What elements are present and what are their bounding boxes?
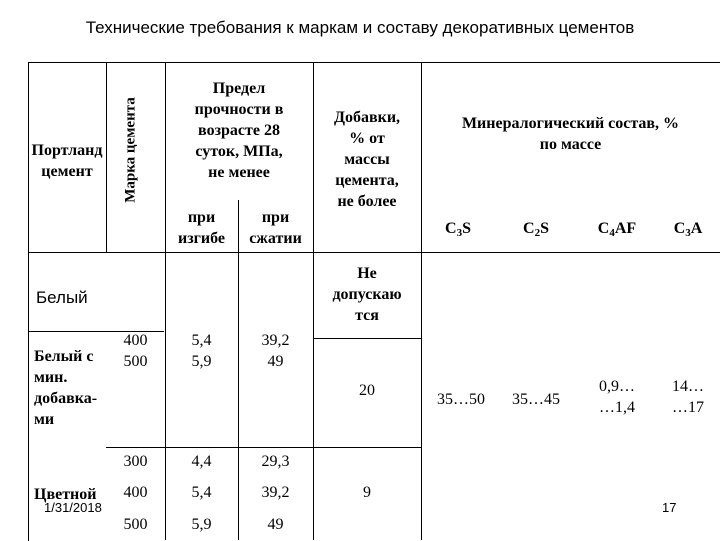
- colored-grade: 400: [123, 484, 148, 501]
- slide-date: 1/31/2018: [44, 500, 102, 515]
- c2s-value: 35…45: [512, 391, 560, 408]
- colored-compress: 49: [267, 516, 284, 533]
- row-divider: [106, 447, 421, 448]
- white-compress: 39,2 49: [261, 332, 290, 370]
- row-divider: [28, 252, 720, 253]
- c3a-header: $C_3A$: [673, 220, 703, 239]
- additives-header: Добавки, % от массы цемента, не более: [333, 109, 401, 210]
- slide-title: Технические требования к маркам и составу декоративных цементов: [85, 18, 635, 37]
- colored-compress: 29,3: [261, 453, 290, 470]
- row-colored-label: Цветной: [34, 486, 97, 503]
- strength-header: Предел прочности в возрасте 28 суток, МПа, не менее: [194, 80, 284, 181]
- c4af-value: 0,9… …1,4: [599, 378, 635, 416]
- slide-number: 17: [662, 500, 677, 515]
- colored-additive: 9: [363, 484, 371, 501]
- portland-header: Портланд цемент: [31, 142, 103, 180]
- white-bend: 5,4 5,9: [191, 332, 212, 370]
- white-min-additive: 20: [359, 382, 375, 399]
- c3s-value: 35…50: [437, 391, 485, 408]
- compress-header: при сжатии: [249, 209, 302, 247]
- colored-grade: 500: [123, 516, 148, 533]
- row-white-min-label: Белый с мин. добавка- ми: [34, 348, 98, 428]
- colored-grade: 300: [123, 453, 148, 470]
- bend-header: при изгибе: [177, 209, 226, 247]
- col-divider: [106, 62, 107, 252]
- row-divider: [313, 338, 421, 339]
- c2s-header: $C_2S$: [523, 220, 549, 239]
- grade-header: Марка цемента: [122, 97, 139, 203]
- white-grades: 400 500: [123, 332, 148, 370]
- colored-bend: 4,4: [191, 453, 212, 470]
- c4af-header: $C_4AF$: [597, 220, 637, 239]
- white-additive: Не допускаю тся: [332, 265, 402, 324]
- c3s-header: $C_3S$: [445, 220, 471, 239]
- colored-bend: 5,4: [191, 484, 212, 501]
- row-white-label: Белый: [36, 288, 88, 307]
- mineral-header: Минералогический состав, % по массе: [461, 115, 680, 153]
- colored-compress: 39,2: [261, 484, 290, 501]
- colored-bend: 5,9: [191, 516, 212, 533]
- c3a-value: 14… …17: [672, 378, 704, 416]
